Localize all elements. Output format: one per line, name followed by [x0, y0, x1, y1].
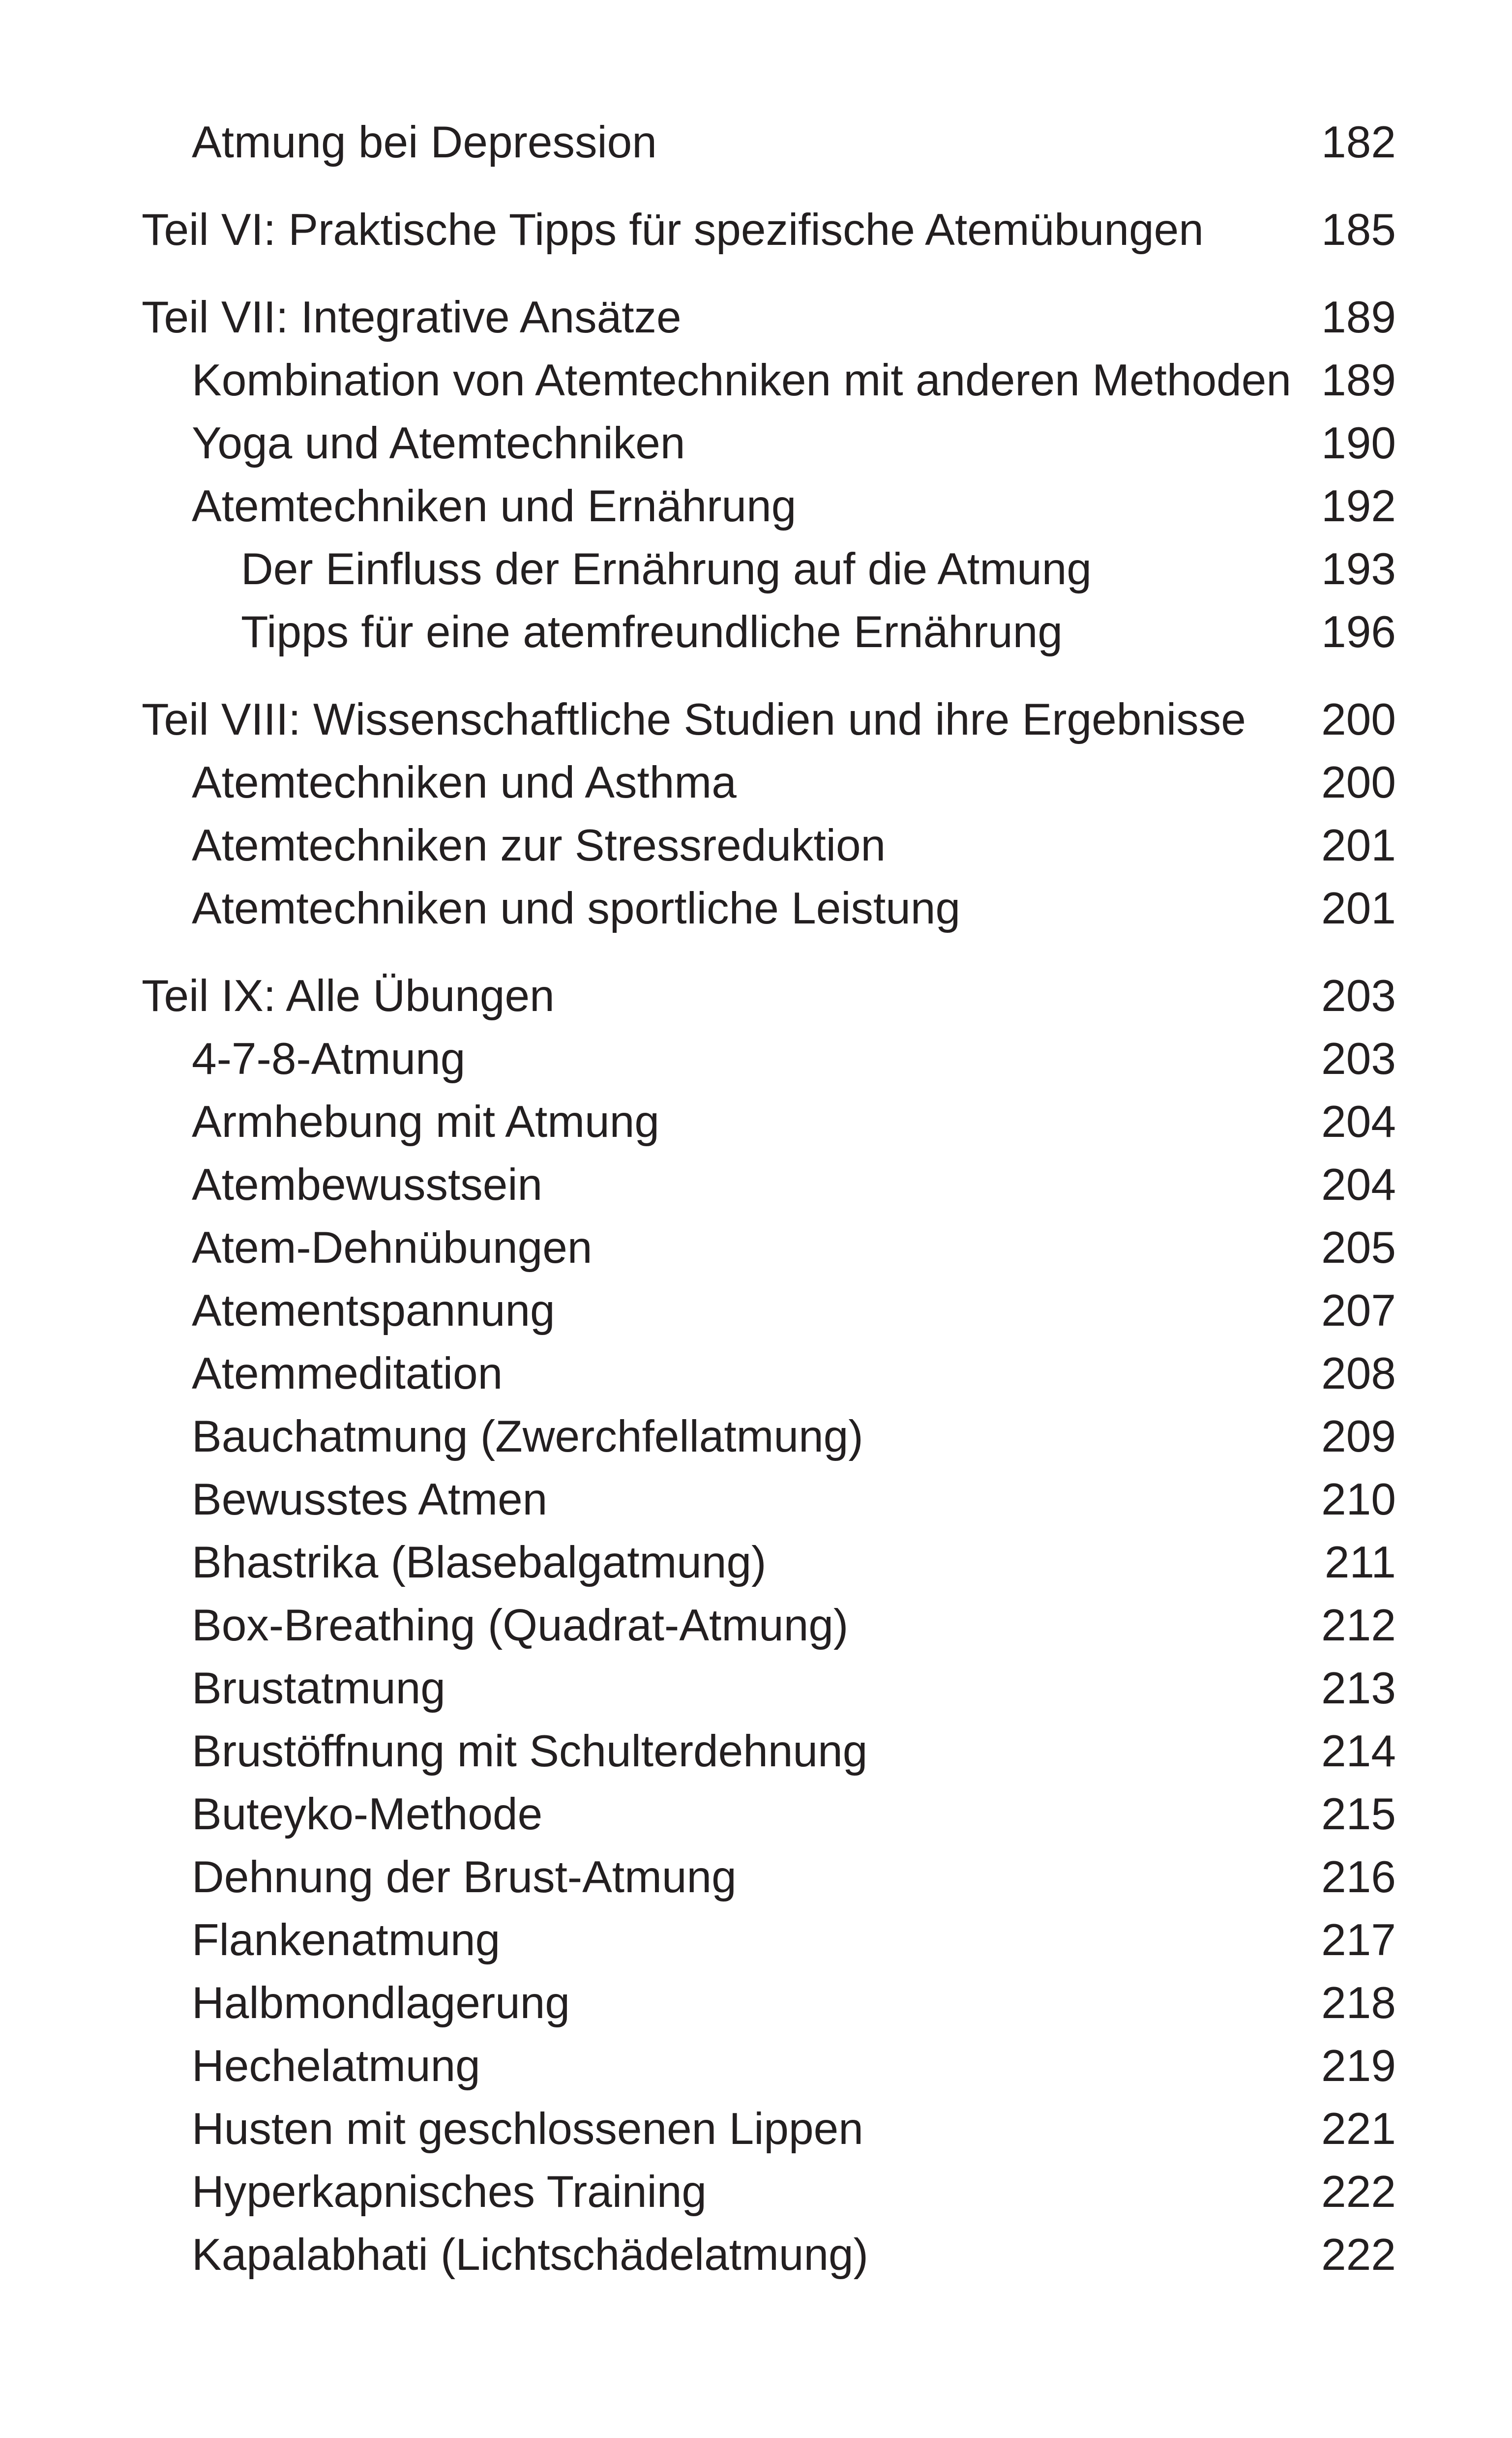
toc-entry-page: 214 — [1321, 1726, 1396, 1776]
toc-entry — [0, 1468, 1512, 1531]
toc-entry-page: 189 — [1321, 356, 1396, 405]
toc-entry-title: Atembewusstsein — [192, 1160, 543, 1210]
toc-entry — [0, 2098, 1512, 2161]
toc-entry — [0, 475, 1512, 538]
toc-section-heading — [0, 965, 1512, 1028]
toc-entry-page: 213 — [1321, 1664, 1396, 1713]
toc-entry-page: 182 — [1321, 118, 1396, 167]
toc-entry-title: Der Einfluss der Ernährung auf die Atmung — [241, 544, 1092, 594]
toc-entry-page: 208 — [1321, 1349, 1396, 1398]
toc-entry-page: 193 — [1321, 544, 1396, 594]
toc-entry-page: 204 — [1321, 1160, 1396, 1210]
toc-section-heading — [0, 286, 1512, 349]
toc-entry-title: Buteyko-Methode — [192, 1789, 543, 1839]
toc-entry-title: Atem-Dehnübungen — [192, 1223, 593, 1273]
toc-entry-title: Atementspannung — [192, 1286, 555, 1336]
toc-entry — [0, 1657, 1512, 1720]
toc-entry-page: 205 — [1321, 1223, 1396, 1273]
toc-section-heading — [0, 199, 1512, 262]
toc-entry-page: 215 — [1321, 1789, 1396, 1839]
toc-entry — [0, 1972, 1512, 2035]
toc-entry-page: 211 — [1324, 1538, 1396, 1587]
toc-entry — [0, 111, 1512, 174]
toc-entry-page: 219 — [1321, 2041, 1396, 2091]
toc-entry-title: Atemtechniken und sportliche Leistung — [192, 884, 961, 933]
toc-section-heading — [0, 688, 1512, 751]
toc-entry-page: 222 — [1321, 2230, 1396, 2280]
toc-entry-title: 4-7-8-Atmung — [192, 1034, 466, 1084]
toc-entry-title: Atmung bei Depression — [192, 118, 657, 167]
toc-subentry — [0, 538, 1512, 601]
toc-entry — [0, 751, 1512, 814]
toc-entry-title: Hyperkapnisches Training — [192, 2167, 707, 2217]
toc-entry-title: Teil VIII: Wissenschaftliche Studien und ihre Ergebnisse — [142, 695, 1246, 744]
toc-entry-page: 185 — [1321, 205, 1396, 255]
toc-entry-title: Husten mit geschlossenen Lippen — [192, 2104, 863, 2154]
toc-entry-title: Brustatmung — [192, 1664, 445, 1713]
toc-entry-title: Atemtechniken und Ernährung — [192, 481, 797, 531]
toc-entry — [0, 1531, 1512, 1594]
toc-entry-page: 207 — [1321, 1286, 1396, 1336]
toc-entry-page: 203 — [1321, 971, 1396, 1021]
toc-entry-page: 201 — [1321, 821, 1396, 870]
toc-entry-title: Bhastrika (Blasebalgatmung) — [192, 1538, 767, 1587]
toc-entry — [0, 1342, 1512, 1405]
toc-entry-title: Dehnung der Brust-Atmung — [192, 1852, 737, 1902]
toc-entry-title: Teil VI: Praktische Tipps für spezifische Atemübungen — [142, 205, 1204, 255]
toc-entry — [0, 877, 1512, 940]
toc-entry-title: Halbmondlagerung — [192, 1978, 570, 2028]
toc-entry-page: 210 — [1321, 1475, 1396, 1524]
toc-entry — [0, 1217, 1512, 1279]
toc-entry — [0, 814, 1512, 877]
toc-entry — [0, 1091, 1512, 1154]
toc-entry-page: 222 — [1321, 2167, 1396, 2217]
toc-entry-title: Atemtechniken zur Stressreduktion — [192, 821, 886, 870]
toc-entry — [0, 1028, 1512, 1091]
toc-entry — [0, 1594, 1512, 1657]
toc-entry-page: 203 — [1321, 1034, 1396, 1084]
toc-entry-page: 218 — [1321, 1978, 1396, 2028]
toc-entry-title: Teil VII: Integrative Ansätze — [142, 293, 682, 342]
toc-entry-page: 190 — [1321, 418, 1396, 468]
toc-entry — [0, 2035, 1512, 2098]
toc-entry-title: Kapalabhati (Lichtschädelatmung) — [192, 2230, 868, 2280]
toc-entry-title: Hechelatmung — [192, 2041, 480, 2091]
toc-entry-title: Teil IX: Alle Übungen — [142, 971, 555, 1021]
toc-entry-page: 217 — [1321, 1915, 1396, 1965]
toc-entry-page: 216 — [1321, 1852, 1396, 1902]
toc-entry-page: 196 — [1321, 607, 1396, 657]
toc-entry-page: 221 — [1321, 2104, 1396, 2154]
toc-entry-page: 200 — [1321, 758, 1396, 807]
toc-entry-title: Box-Breathing (Quadrat-Atmung) — [192, 1601, 849, 1650]
toc-entry-title: Armhebung mit Atmung — [192, 1097, 659, 1147]
toc-entry — [0, 1154, 1512, 1217]
toc-entry-page: 189 — [1321, 293, 1396, 342]
toc-entry-title: Bauchatmung (Zwerchfellatmung) — [192, 1412, 863, 1461]
toc-entry-title: Bewusstes Atmen — [192, 1475, 548, 1524]
toc-entry-title: Yoga und Atemtechniken — [192, 418, 685, 468]
toc-entry — [0, 1405, 1512, 1468]
toc-entry — [0, 1279, 1512, 1342]
toc-entry-page: 209 — [1321, 1412, 1396, 1461]
toc-entry-title: Atemmeditation — [192, 1349, 503, 1398]
toc-entry-title: Kombination von Atemtechniken mit anderen Methoden — [192, 356, 1291, 405]
toc-entry-page: 192 — [1321, 481, 1396, 531]
toc-entry — [0, 1909, 1512, 1972]
toc-entry — [0, 2224, 1512, 2287]
toc-subentry — [0, 601, 1512, 664]
toc-entry-title: Tipps für eine atemfreundliche Ernährung — [241, 607, 1063, 657]
toc-entry-page: 212 — [1321, 1601, 1396, 1650]
toc-entry — [0, 349, 1512, 412]
toc-entry-page: 204 — [1321, 1097, 1396, 1147]
toc-entry — [0, 1783, 1512, 1846]
toc-entry-title: Atemtechniken und Asthma — [192, 758, 737, 807]
toc-entry — [0, 2161, 1512, 2224]
toc-entry-title: Brustöffnung mit Schulterdehnung — [192, 1726, 868, 1776]
toc-entry-page: 201 — [1321, 884, 1396, 933]
toc-entry — [0, 412, 1512, 475]
toc-entry-title: Flankenatmung — [192, 1915, 501, 1965]
toc-entry — [0, 1846, 1512, 1909]
toc-entry-page: 200 — [1321, 695, 1396, 744]
toc-entry — [0, 1720, 1512, 1783]
